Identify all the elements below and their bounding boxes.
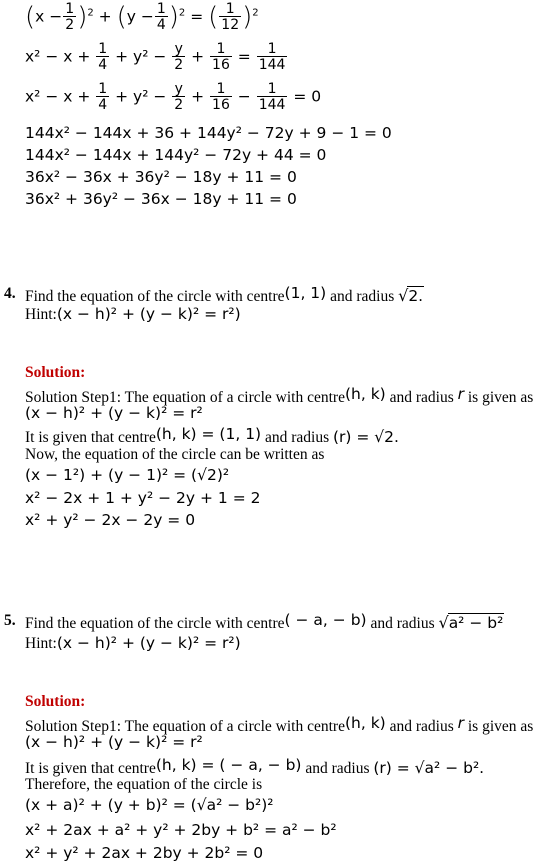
solution-4-given: It is given that centre(h, k) = (1, 1) and radius (r) = √2. [25, 425, 399, 446]
equation-line-1: (x − $\frac{1}{2}$ )$^2$ + (y − $\frac{1}{4}$ )$^2$ = ( $\frac{1}{12}$ )$^2$ [25, 1, 259, 33]
question-4-hint: Hint:(x − h)² + (y − k)² = r²) [25, 305, 241, 323]
solution-5-eq2: x² + 2ax + a² + y² + 2by + b² = a² − b² [25, 821, 337, 839]
equation-line-4: 144x² − 144x + 36 + 144y² − 72y + 9 − 1 = 0 [25, 124, 392, 142]
solution-4-eq3: x² + y² − 2x − 2y = 0 [25, 511, 196, 529]
equation-line-7: 36x² + 36y² − 36x − 18y + 11 = 0 [25, 190, 297, 208]
solution-4-step1: Solution Step1: The equation of a circle with centre(h, k) and radius r is given as [25, 385, 534, 406]
question-5-number: 5. [4, 612, 16, 629]
solution-5-therefore: Therefore, the equation of the circle is [25, 776, 263, 793]
question-4-text: Find the equation of the circle with centre(1, 1) and radius √2. [25, 284, 424, 305]
question-5-hint: Hint:(x − h)² + (y − k)² = r²) [25, 634, 241, 652]
solution-5-step1: Solution Step1: The equation of a circle with centre(h, k) and radius r is given as [25, 714, 534, 735]
question-4-number: 4. [4, 285, 16, 302]
solution-5-heading: Solution: [25, 693, 86, 710]
solution-5-eq3: x² + y² + 2ax + 2by + 2b² = 0 [25, 844, 264, 862]
equation-line-3: x² − x + $\frac{1}{4}$ + y² − $\frac{y}{2}$ + $\frac{1}{16}$ − $\frac{1}{144}$ = 0 [25, 81, 322, 113]
solution-4-heading: Solution: [25, 364, 86, 381]
solution-4-formula: (x − h)² + (y − k)² = r² [25, 404, 203, 422]
question-5-text: Find the equation of the circle with centre( − a, − b) and radius √a² − b² [25, 611, 504, 632]
solution-5-formula: (x − h)² + (y − k)² = r² [25, 733, 203, 751]
solution-5-eq1: (x + a)² + (y + b)² = (√a² − b²)² [25, 796, 274, 814]
solution-4-eq2: x² − 2x + 1 + y² − 2y + 1 = 2 [25, 489, 261, 507]
solution-5-given: It is given that centre(h, k) = ( − a, − b) and radius (r) = √a² − b². [25, 756, 485, 777]
solution-4-eq1: (x − 1²) + (y − 1)² = (√2)² [25, 466, 230, 484]
solution-4-now: Now, the equation of the circle can be written as [25, 446, 325, 463]
equation-line-5: 144x² − 144x + 144y² − 72y + 44 = 0 [25, 146, 327, 164]
equation-line-2: x² − x + $\frac{1}{4}$ + y² − $\frac{y}{2}$ + $\frac{1}{16}$ = $\frac{1}{144}$ [25, 41, 286, 73]
equation-line-6: 36x² − 36x + 36y² − 18y + 11 = 0 [25, 168, 297, 186]
